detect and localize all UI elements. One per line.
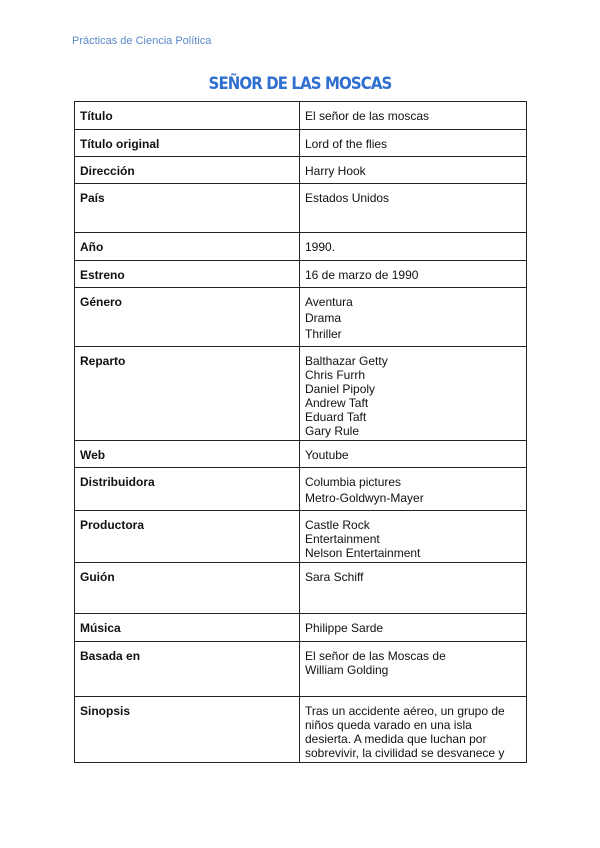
value-line: Daniel Pipoly [305, 382, 376, 396]
value-line: Tras un accidente aéreo, un grupo de [305, 704, 505, 718]
row-label: Género [75, 288, 300, 347]
table-row [75, 511, 527, 563]
row-value [300, 642, 527, 697]
table-row [75, 130, 527, 157]
table-row [75, 441, 527, 468]
table-row [75, 233, 527, 261]
value-line: sobrevivir, la civilidad se desvanece y [305, 746, 505, 760]
value-line: Aventura [305, 295, 353, 309]
value-line: Chris Furrh [305, 368, 366, 382]
value-line: Castle Rock [305, 518, 370, 532]
row-label: Web [75, 441, 300, 468]
row-value [300, 347, 527, 441]
table-row [75, 347, 527, 441]
row-value [300, 441, 527, 468]
value-line: Metro-Goldwyn-Mayer [305, 491, 424, 505]
film-data-table [74, 101, 527, 763]
value-line: Entertainment [305, 532, 380, 546]
row-value [300, 102, 527, 130]
row-label: Año [75, 233, 300, 261]
row-value [300, 697, 527, 763]
row-label: Basada en [75, 642, 300, 697]
value-line: Eduard Taft [305, 410, 367, 424]
table-row [75, 614, 527, 642]
row-value [300, 233, 527, 261]
running-header: Prácticas de Ciencia Política [72, 35, 212, 47]
table-row [75, 468, 527, 511]
row-label: Música [75, 614, 300, 642]
value-line: Balthazar Getty [305, 354, 388, 368]
row-value [300, 157, 527, 184]
table-row [75, 261, 527, 288]
value-line: El señor de las moscas [305, 109, 430, 123]
table-row [75, 697, 527, 763]
row-value [300, 130, 527, 157]
row-value [300, 288, 527, 347]
value-line: Estados Unidos [305, 191, 390, 205]
row-label: Título [75, 102, 300, 130]
row-label: Reparto [75, 347, 300, 441]
table-row [75, 157, 527, 184]
value-line: Youtube [305, 448, 349, 462]
value-line: El señor de las Moscas de [305, 649, 446, 663]
table-row [75, 102, 527, 130]
table-row [75, 563, 527, 614]
table-row [75, 642, 527, 697]
value-line: 16 de marzo de 1990 [305, 268, 419, 282]
value-line: Columbia pictures [305, 475, 402, 489]
value-line: Drama [305, 311, 342, 325]
row-label: Sinopsis [75, 697, 300, 763]
value-line: Lord of the flies [305, 137, 388, 151]
value-line: Sara Schiff [305, 570, 364, 584]
value-line: Gary Rule [305, 424, 360, 438]
value-line: Philippe Sarde [305, 621, 384, 635]
row-label: Productora [75, 511, 300, 563]
value-line: Nelson Entertainment [305, 546, 421, 560]
row-value [300, 614, 527, 642]
value-line: desierta. A medida que luchan por [305, 732, 487, 746]
table-row [75, 288, 527, 347]
row-label: Estreno [75, 261, 300, 288]
value-line: 1990. [305, 240, 336, 254]
value-line: niños queda varado en una isla [305, 718, 472, 732]
row-value [300, 261, 527, 288]
value-line: William Golding [305, 663, 389, 677]
document-title: SEÑOR DE LAS MOSCAS [208, 74, 392, 94]
row-label: País [75, 184, 300, 233]
row-label: Dirección [75, 157, 300, 184]
row-value [300, 563, 527, 614]
value-line: Thriller [305, 327, 342, 341]
row-value [300, 184, 527, 233]
value-line: Harry Hook [305, 164, 366, 178]
row-value [300, 468, 527, 511]
row-value [300, 511, 527, 563]
row-label: Título original [75, 130, 300, 157]
table-row [75, 184, 527, 233]
row-label: Guión [75, 563, 300, 614]
row-label: Distribuidora [75, 468, 300, 511]
value-line: Andrew Taft [305, 396, 369, 410]
